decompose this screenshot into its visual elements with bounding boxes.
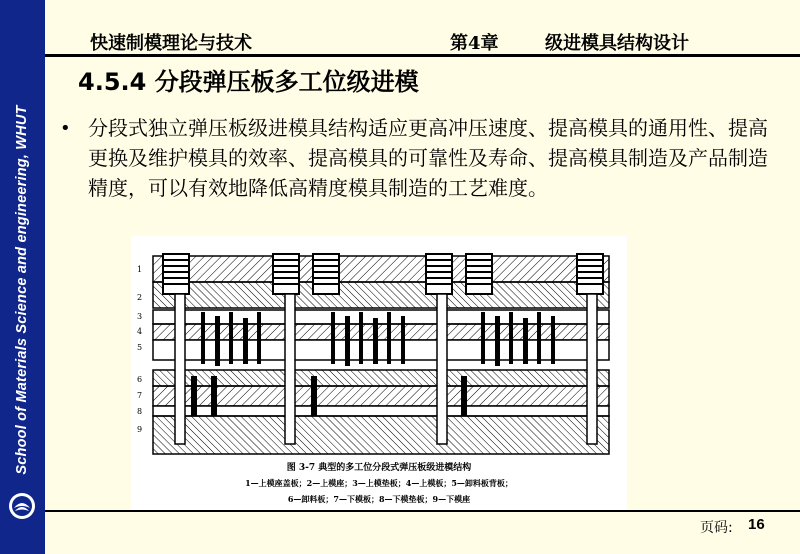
part-numbers	[137, 265, 142, 434]
figure-legend-2: 6—卸料板；7—下模板；8—下模垫板；9—下模座	[287, 494, 471, 504]
plate-9	[153, 416, 609, 454]
die-structure-figure	[131, 236, 627, 510]
figure-caption: 图 3-7 典型的多工位分段式弹压板级进模结构	[286, 463, 472, 473]
die-drawing	[131, 236, 627, 510]
header-divider	[45, 54, 800, 57]
part-number: 2	[137, 293, 143, 302]
part-number: 8	[137, 407, 143, 416]
plate-1	[153, 256, 609, 282]
part-number: 3	[137, 312, 143, 321]
page-label: 页码:	[700, 520, 733, 536]
part-number: 5	[137, 343, 143, 352]
plate-8	[153, 406, 609, 416]
plate-7	[153, 386, 609, 406]
school-name: School of Materials Science and engineering, WHUT	[14, 105, 30, 475]
chapter-number: 第4章	[450, 33, 499, 54]
footer-divider	[45, 510, 800, 512]
figure-legend-1: 1—上模座盖板；2—上模座；3—上模垫板；4—上模板；5—卸料板背板；	[245, 478, 513, 488]
chapter-title: 级进模具结构设计	[545, 33, 689, 54]
university-logo-icon	[8, 492, 36, 520]
part-number: 6	[137, 375, 143, 384]
part-number: 9	[137, 425, 143, 434]
plate-6	[153, 370, 609, 386]
body-paragraph: 分段式独立弹压板级进模具结构适应更高冲压速度、提高模具的通用性、提高更换及维护模具的效率、提高模具的可靠性及寿命、提高模具制造及产品制造精度，可以有效地降低高精度模具制造的工艺难度。	[88, 116, 768, 200]
part-number: 1	[137, 265, 143, 274]
bullet-marker: •	[60, 118, 71, 139]
part-number: 4	[137, 327, 143, 336]
plate-2	[153, 282, 609, 308]
part-number: 7	[137, 391, 143, 400]
section-title: 4.5.4 分段弹压板多工位级进模	[78, 68, 419, 96]
course-title: 快速制模理论与技术	[90, 33, 252, 54]
sidebar	[0, 0, 45, 554]
page-number: 16	[748, 516, 765, 533]
